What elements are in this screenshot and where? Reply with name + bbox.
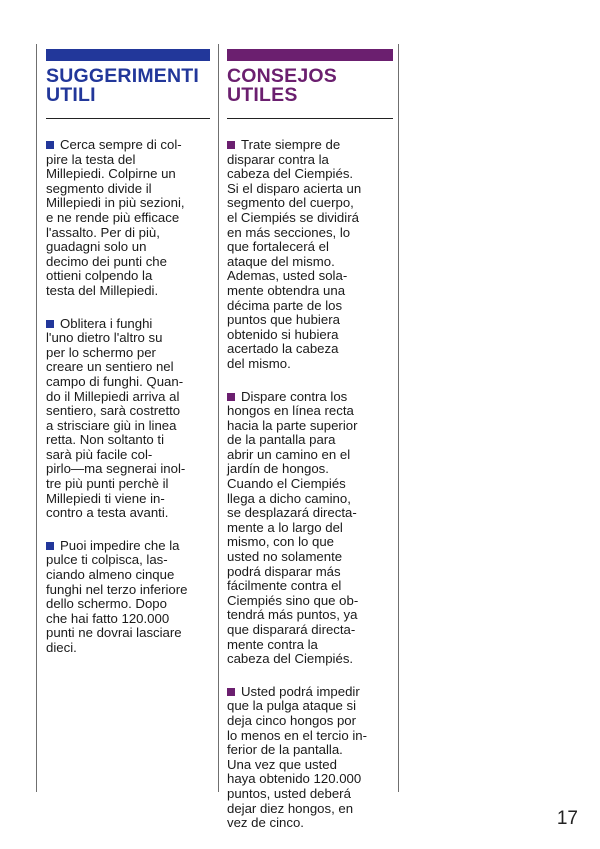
italian-tip-text: Cerca sempre di col- pire la testa del Millepiedi. Colpirne un segmento divide il Millepiedi in più sezioni, e ne rende più efficace l'assalto. Per di più, guadagni solo un decimo dei punti che ottieni colpendo la testa del Millepiedi.: [46, 137, 185, 298]
italian-tip: [46, 317, 210, 521]
column-rule-left: [36, 44, 37, 792]
spanish-heading: [227, 67, 393, 105]
italian-tip-text: Oblitera i funghi l'uno dietro l'altro su per lo schermo per creare un sentiero nel campo di funghi. Quan- do il Millepiedi arriva al sentiero, sarà costretto a strisciare giù in linea retta. Non soltanto ti sarà più facile col- pirlo—ma segnerai inol- tre più punti perchè il Millepiedi ti viene in- contro a testa avanti.: [46, 315, 186, 521]
column-rule-right: [398, 44, 399, 792]
column-rule-middle: [218, 44, 219, 792]
square-bullet-icon: [227, 141, 235, 149]
italian-tip-text: Puoi impedire che la pulce ti colpisca, las- ciando almeno cinque funghi nel terzo inferiore dello schermo. Dopo che hai fatto 120.000 punti ne dovrai lasciare dieci.: [46, 537, 188, 655]
spanish-tip-text: Usted podrá impedir que la pulga ataque si deja cinco hongos por lo menos en el tercio in- ferior de la pantalla. Una vez que usted haya obtenido 120.000 puntos, usted deberá dejar diez hongos, en vez de cinco.: [227, 683, 368, 831]
italian-heading-line1: SUGGERIMENTI: [46, 65, 199, 87]
spanish-heading-rule: [227, 118, 393, 119]
spanish-accent-bar: [227, 49, 393, 61]
square-bullet-icon: [227, 393, 235, 401]
italian-tip: [46, 138, 210, 299]
page-number: 17: [556, 808, 578, 829]
spanish-tips: [227, 138, 393, 831]
italian-heading: [46, 67, 210, 105]
italian-tips: [46, 138, 210, 656]
square-bullet-icon: [46, 320, 54, 328]
spanish-column: [227, 49, 393, 849]
spanish-tip: [227, 390, 393, 667]
spanish-tip: [227, 685, 393, 831]
spanish-tip: [227, 138, 393, 372]
italian-accent-bar: [46, 49, 210, 61]
italian-column: [46, 49, 210, 674]
square-bullet-icon: [227, 688, 235, 696]
spanish-heading-line1: CONSEJOS: [227, 65, 337, 87]
square-bullet-icon: [46, 141, 54, 149]
square-bullet-icon: [46, 542, 54, 550]
spanish-heading-line2: UTILES: [227, 84, 298, 106]
spanish-tip-text: Trate siempre de disparar contra la cabeza del Ciempiés. Si el disparo acierta un segmento del cuerpo, el Ciempiés se dividirá en más secciones, lo que fortalecerá el ataque del mismo. Ademas, usted sola- mente obtendra una décima parte de los puntos que hubiera obtenido si hubiera acertado la cabeza del mismo.: [227, 137, 362, 371]
italian-heading-line2: UTILI: [46, 84, 96, 106]
spanish-tip-text: Dispare contra los hongos en línea recta hacia la parte superior de la pantalla para abrir un camino en el jardín de hongos. Cuando el Ciempiés llega a dicho camino, se desplazará directa- mente a lo largo del mismo, con lo que usted no solamente podrá disparar más fácilmente contra el Ciempiés sino que ob- tendrá más puntos, ya que disparará directa- mente contra la cabeza del Ciempiés.: [227, 388, 359, 667]
italian-heading-rule: [46, 118, 210, 119]
italian-tip: [46, 539, 210, 656]
